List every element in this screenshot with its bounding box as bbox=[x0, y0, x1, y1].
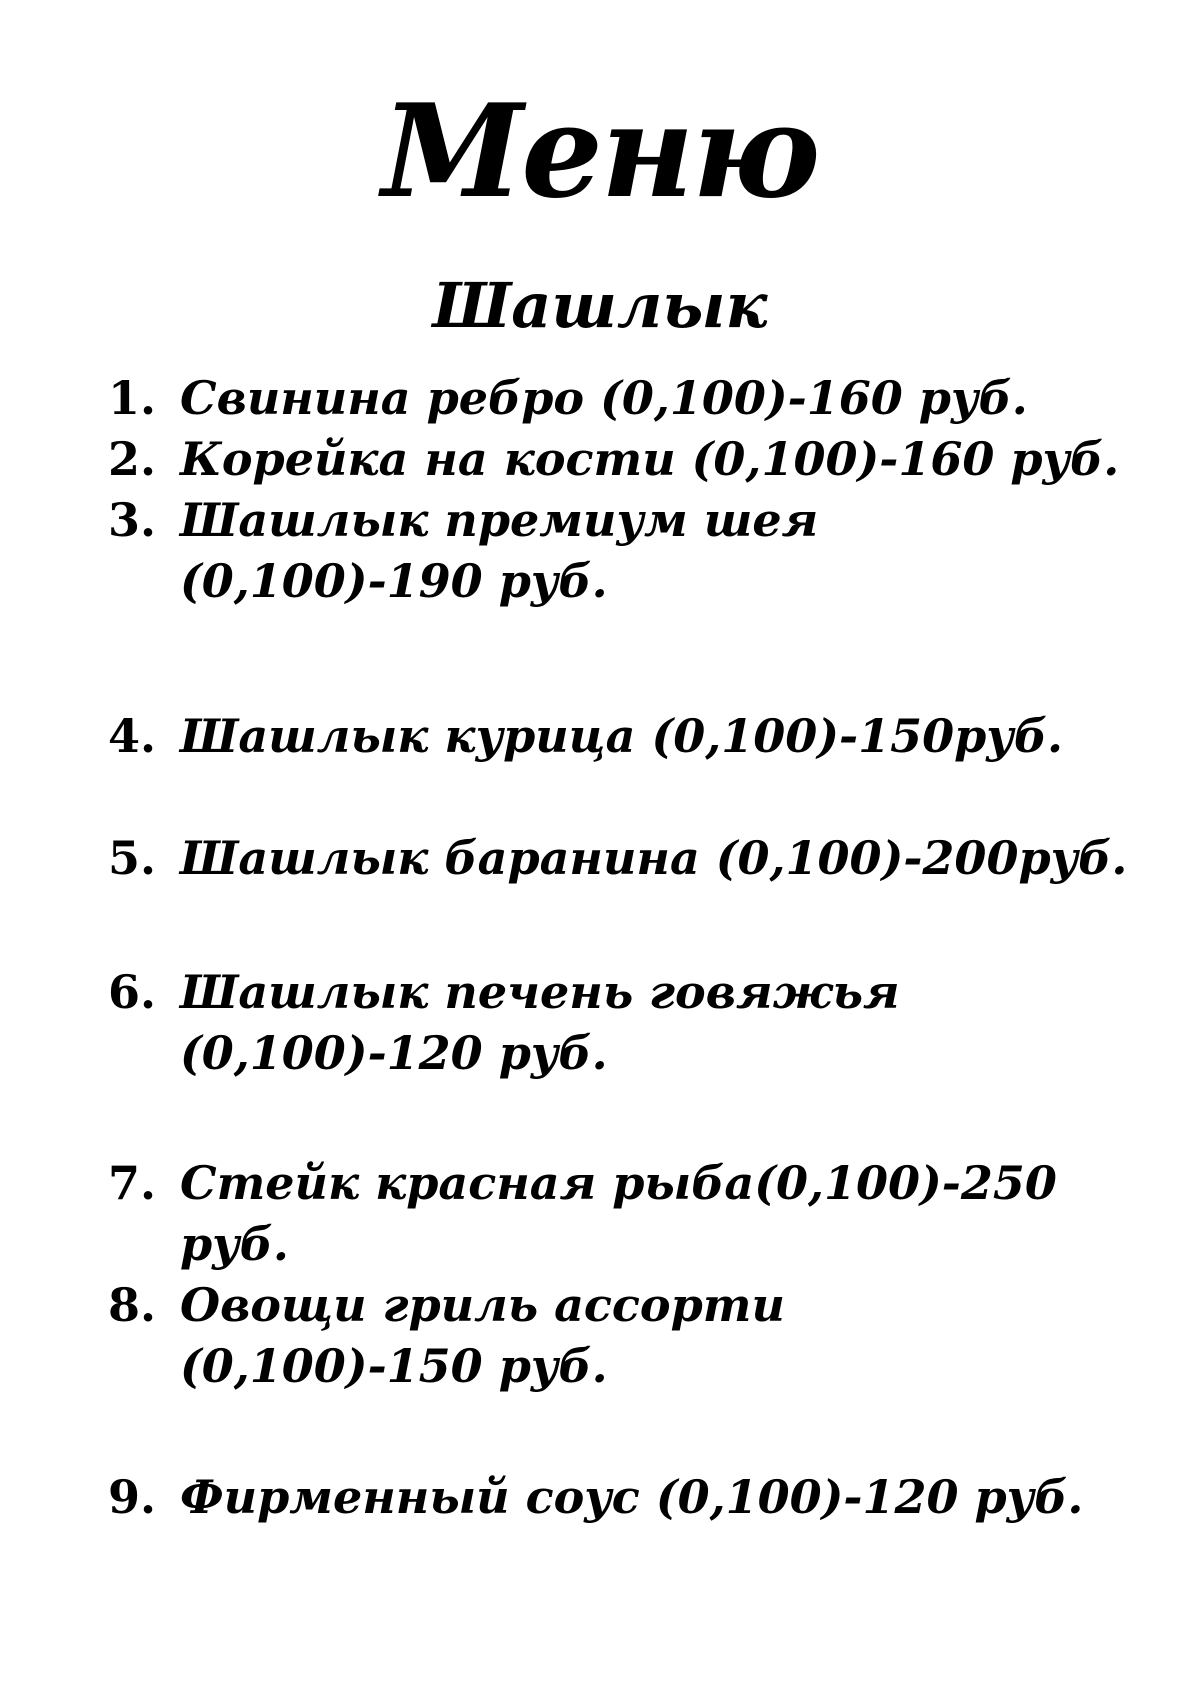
menu-item-1 bbox=[108, 368, 1148, 429]
menu-item-9 bbox=[108, 1467, 1148, 1528]
menu-item-text: Шашлык курица (0,100)-150руб. bbox=[180, 709, 1064, 763]
menu-item-number: 7. bbox=[108, 1156, 157, 1210]
menu-item-7 bbox=[108, 1153, 1148, 1275]
section-title: Шашлык bbox=[432, 269, 768, 342]
menu-item-text: Шашлык печень говяжья (0,100)-120 руб. bbox=[180, 965, 900, 1080]
menu-item-number: 9. bbox=[108, 1470, 157, 1524]
menu-item-8 bbox=[108, 1275, 1058, 1397]
menu-item-6 bbox=[108, 962, 1153, 1084]
menu-item-5 bbox=[108, 828, 1148, 889]
menu-item-text: Шашлык баранина (0,100)-200руб. bbox=[180, 831, 1128, 885]
menu-item-text: Фирменный соус (0,100)-120 руб. bbox=[180, 1470, 1084, 1524]
menu-item-number: 2. bbox=[108, 432, 157, 486]
menu-item-text: Стейк красная рыба(0,100)-250 руб. bbox=[180, 1156, 1057, 1271]
menu-item-number: 8. bbox=[108, 1278, 157, 1332]
menu-item-4 bbox=[108, 706, 1148, 767]
menu-item-number: 1. bbox=[108, 371, 157, 425]
menu-item-number: 4. bbox=[108, 709, 157, 763]
menu-item-3 bbox=[108, 490, 1098, 612]
menu-item-text: Свинина ребро (0,100)-160 руб. bbox=[180, 371, 1028, 425]
menu-item-number: 3. bbox=[108, 493, 157, 547]
menu-item-number: 6. bbox=[108, 965, 157, 1019]
menu-title: Меню bbox=[381, 77, 819, 227]
menu-item-number: 5. bbox=[108, 831, 157, 885]
menu-item-text: Корейка на кости (0,100)-160 руб. bbox=[180, 432, 1120, 486]
menu-item-2 bbox=[108, 429, 1148, 490]
menu-item-text: Шашлык премиум шея (0,100)-190 руб. bbox=[180, 493, 819, 608]
menu-item-text: Овощи гриль ассорти (0,100)-150 руб. bbox=[180, 1278, 785, 1393]
